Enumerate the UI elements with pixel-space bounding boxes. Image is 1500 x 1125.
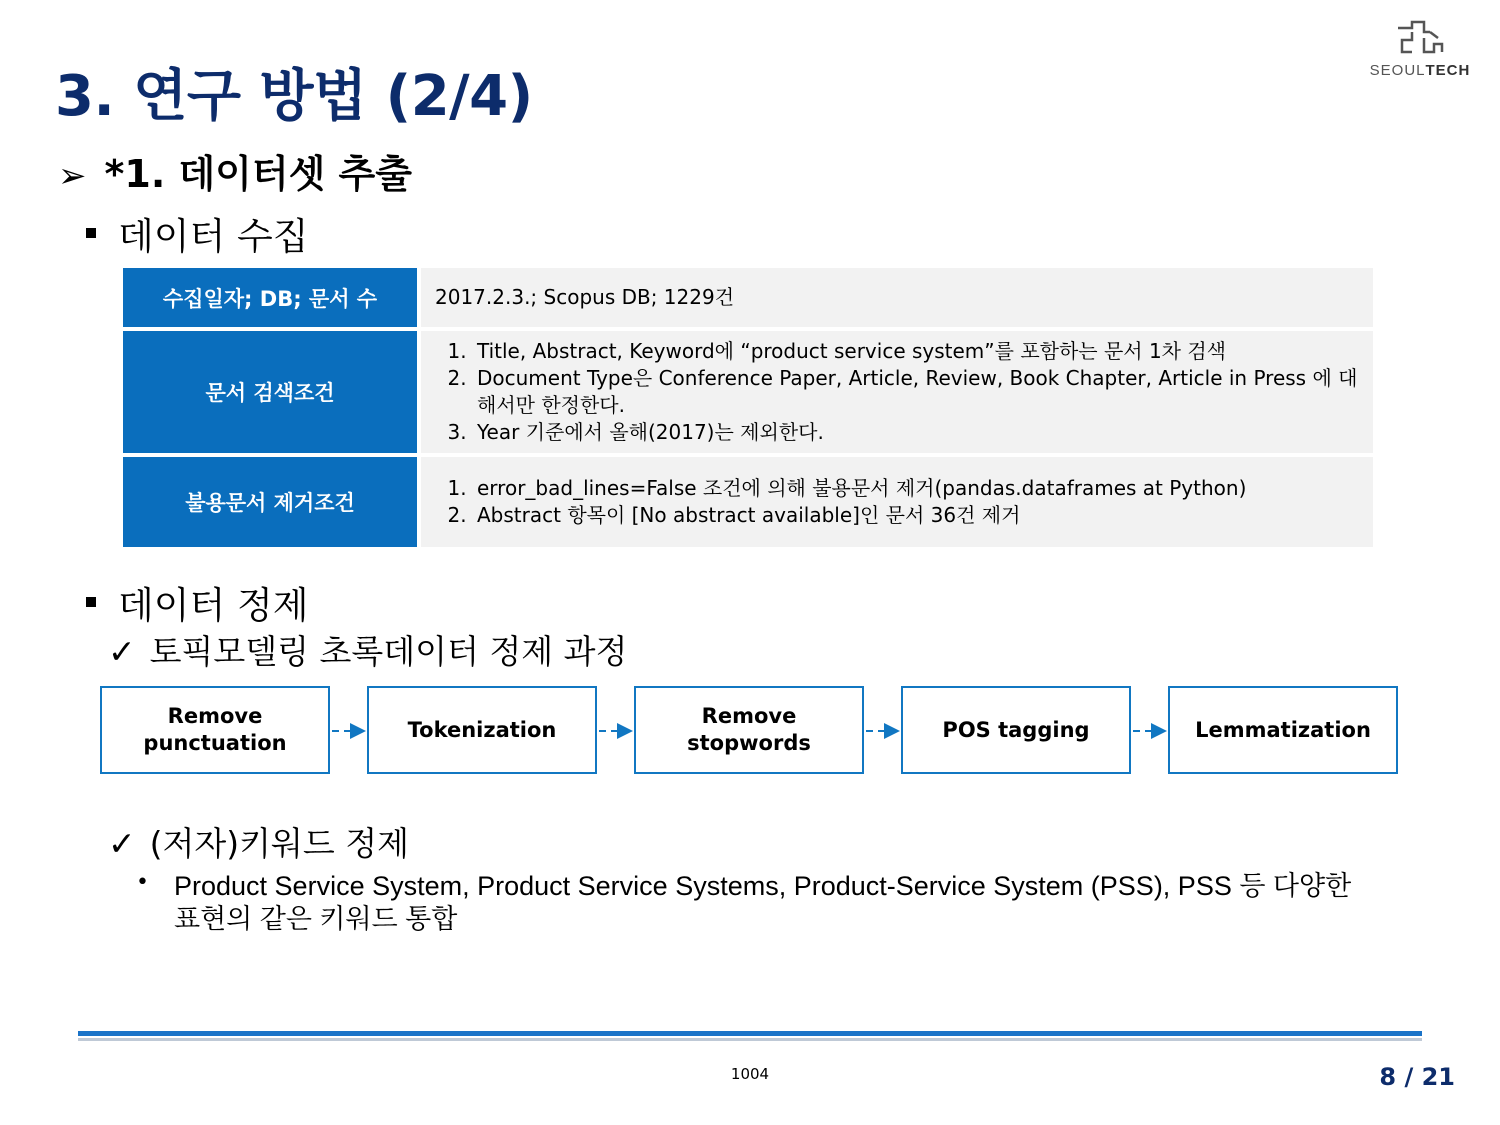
- slide-title: 3. 연구 방법 (2/4): [55, 64, 533, 129]
- check-icon: ✓: [108, 824, 136, 863]
- arrow-bullet-icon: ➢: [58, 156, 87, 196]
- process-title: ✓ 토픽모델링 초록데이터 정제 과정: [108, 632, 628, 671]
- step-remove-punctuation: Remove punctuation: [100, 686, 330, 774]
- step-lemmatization: Lemmatization: [1168, 686, 1398, 774]
- dot-bullet-icon: •: [136, 870, 149, 895]
- keyword-title: ✓ (저자)키워드 정제: [108, 824, 410, 863]
- step-tokenization: Tokenization: [367, 686, 597, 774]
- list-item: 2. Abstract 항목이 [No abstract available]인 문서 36건 제거: [473, 502, 1373, 529]
- check-icon: ✓: [108, 632, 136, 671]
- table-header-cell: 불용문서 제거조건: [123, 455, 419, 547]
- list-item: 2. Document Type은 Conference Paper, Article, Review, Book Chapter, Article in Press 에 대해서만 한정한다.: [473, 365, 1373, 419]
- footer-code: 1004: [730, 1065, 770, 1083]
- list-item: 1. Title, Abstract, Keyword에 “product service system”를 포함하는 문서 1차 검색: [473, 338, 1373, 365]
- table-header-cell: 수집일자; DB; 문서 수: [123, 268, 419, 329]
- step-remove-stopwords: Remove stopwords: [634, 686, 864, 774]
- list-item: 1. error_bad_lines=False 조건에 의해 불용문서 제거(pandas.dataframes at Python): [473, 475, 1373, 502]
- table-header-cell: 문서 검색조건: [123, 329, 419, 455]
- keyword-description: Product Service System, Product Service Systems, Product-Service System (PSS), PSS 등 다양한 표현의 같은 키워드 통합: [174, 871, 1352, 934]
- logo-wordmark: SEOULTECH: [1369, 62, 1471, 79]
- page-number: 8 / 21: [1379, 1063, 1455, 1091]
- refinement-heading: 데이터 정제: [86, 575, 308, 629]
- section-heading: ➢ *1. 데이터셋 추출: [58, 152, 412, 196]
- step-pos-tagging: POS tagging: [901, 686, 1131, 774]
- footer-rule-shadow: [78, 1038, 1422, 1041]
- footer-rule: [78, 1031, 1422, 1036]
- table-value-cell: 2017.2.3.; Scopus DB; 1229건: [419, 268, 1373, 329]
- collection-heading: 데이터 수집: [86, 206, 308, 260]
- list-item: 3. Year 기준에서 올해(2017)는 제외한다.: [473, 419, 1373, 446]
